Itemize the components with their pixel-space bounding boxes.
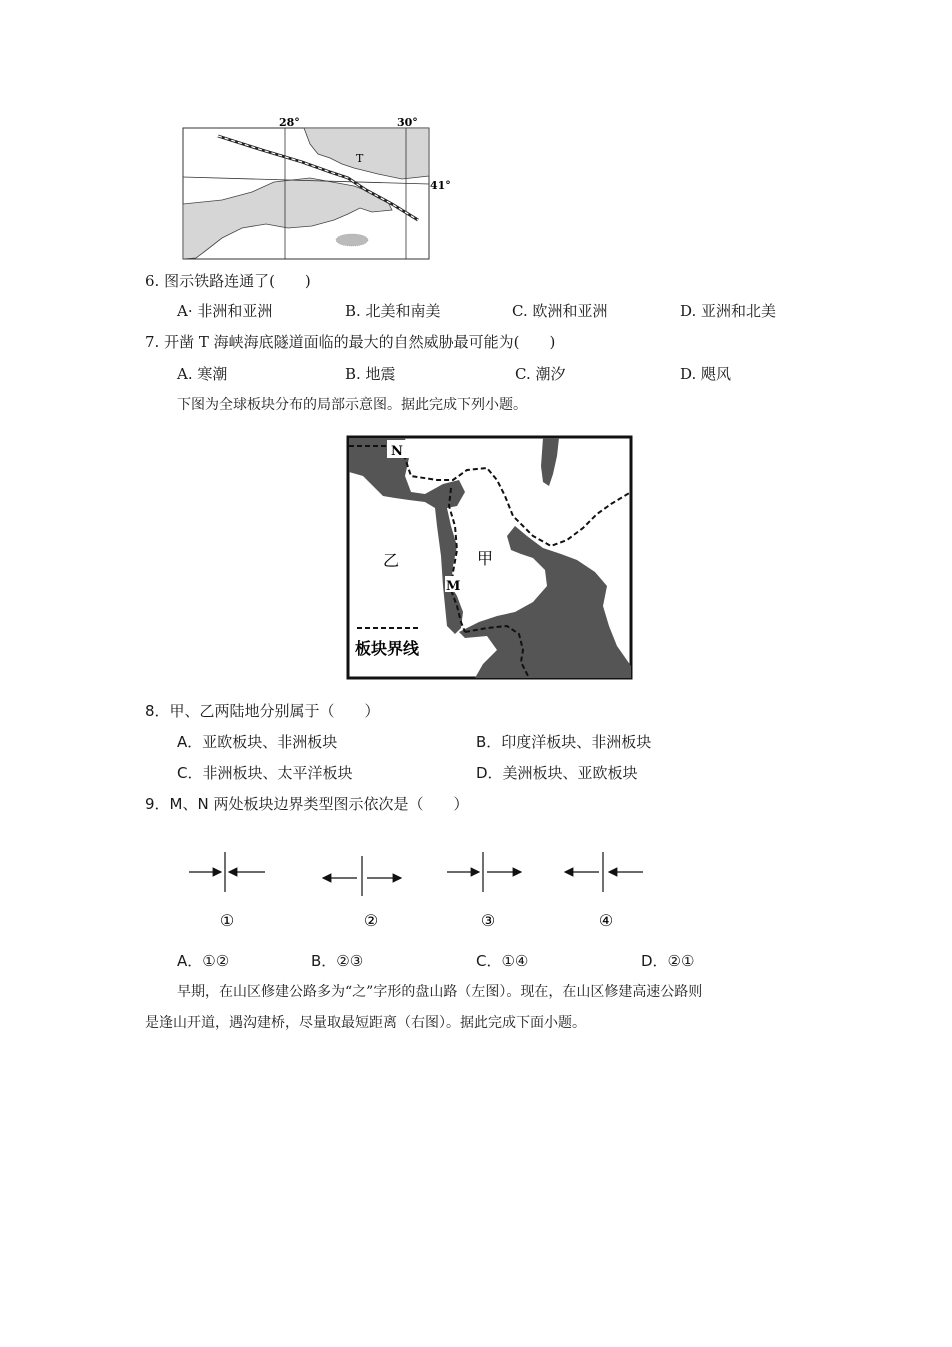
q6-option-d[interactable]: D. 亚洲和北美 bbox=[680, 302, 777, 320]
q7-option-d[interactable]: D. 飓风 bbox=[680, 365, 732, 383]
q9-option-b[interactable]: B．②③ bbox=[311, 952, 364, 970]
label-yi: 乙 bbox=[383, 551, 400, 570]
legend-boundary: 板块界线 bbox=[355, 639, 420, 658]
diagram-label-3: ③ bbox=[480, 911, 496, 930]
plate-map bbox=[347, 436, 633, 680]
q6-option-c[interactable]: C. 欧洲和亚洲 bbox=[512, 302, 608, 320]
lon-28-label: 28° bbox=[279, 116, 300, 129]
diagram-label-2: ② bbox=[363, 911, 379, 930]
q8-option-a[interactable]: A．亚欧板块、非洲板块 bbox=[177, 733, 338, 751]
q7-option-a[interactable]: A. 寒潮 bbox=[177, 365, 228, 383]
boundary-type-diagrams bbox=[185, 850, 655, 930]
intro-road-line2: 是逢山开道，遇沟建桥，尽量取最短距离（右图）。据此完成下面小题。 bbox=[145, 1015, 586, 1031]
lon-30-label: 30° bbox=[397, 116, 418, 129]
q8-option-d[interactable]: D．美洲板块、亚欧板块 bbox=[476, 764, 638, 782]
label-jia: 甲 bbox=[477, 549, 494, 568]
lat-41-label: 41° bbox=[430, 179, 451, 192]
q6-option-b[interactable]: B. 北美和南美 bbox=[345, 302, 441, 320]
q9-stem: 9．M、N 两处板块边界类型图示依次是（ ） bbox=[145, 795, 469, 813]
intro-road-line1: 早期，在山区修建公路多为“之”字形的盘山路（左图）。现在，在山区修建高速公路则 bbox=[177, 984, 703, 1000]
strait-t-label: T bbox=[356, 152, 364, 165]
label-m: M bbox=[446, 579, 461, 594]
q8-stem: 8．甲、乙两陆地分别属于（ ） bbox=[145, 702, 380, 720]
q8-option-b[interactable]: B．印度洋板块、非洲板块 bbox=[476, 733, 652, 751]
q9-option-a[interactable]: A．①② bbox=[177, 952, 230, 970]
q9-option-d[interactable]: D．②① bbox=[641, 952, 695, 970]
q7-stem: 7. 开凿 T 海峡海底隧道面临的最大的自然威胁最可能为( ) bbox=[145, 333, 556, 351]
diagram-label-1: ① bbox=[219, 911, 235, 930]
q7-option-b[interactable]: B. 地震 bbox=[345, 365, 396, 383]
strait-map bbox=[182, 116, 452, 262]
q7-option-c[interactable]: C. 潮汐 bbox=[515, 365, 566, 383]
q8-option-c[interactable]: C．非洲板块、太平洋板块 bbox=[177, 764, 353, 782]
diagram-label-4: ④ bbox=[598, 911, 614, 930]
q9-option-c[interactable]: C．①④ bbox=[476, 952, 529, 970]
label-n: N bbox=[391, 444, 403, 459]
intro-plates: 下图为全球板块分布的局部示意图。据此完成下列小题。 bbox=[177, 397, 527, 413]
q6-stem: 6. 图示铁路连通了( ) bbox=[145, 272, 311, 290]
q6-option-a[interactable]: A· 非洲和亚洲 bbox=[177, 302, 273, 320]
